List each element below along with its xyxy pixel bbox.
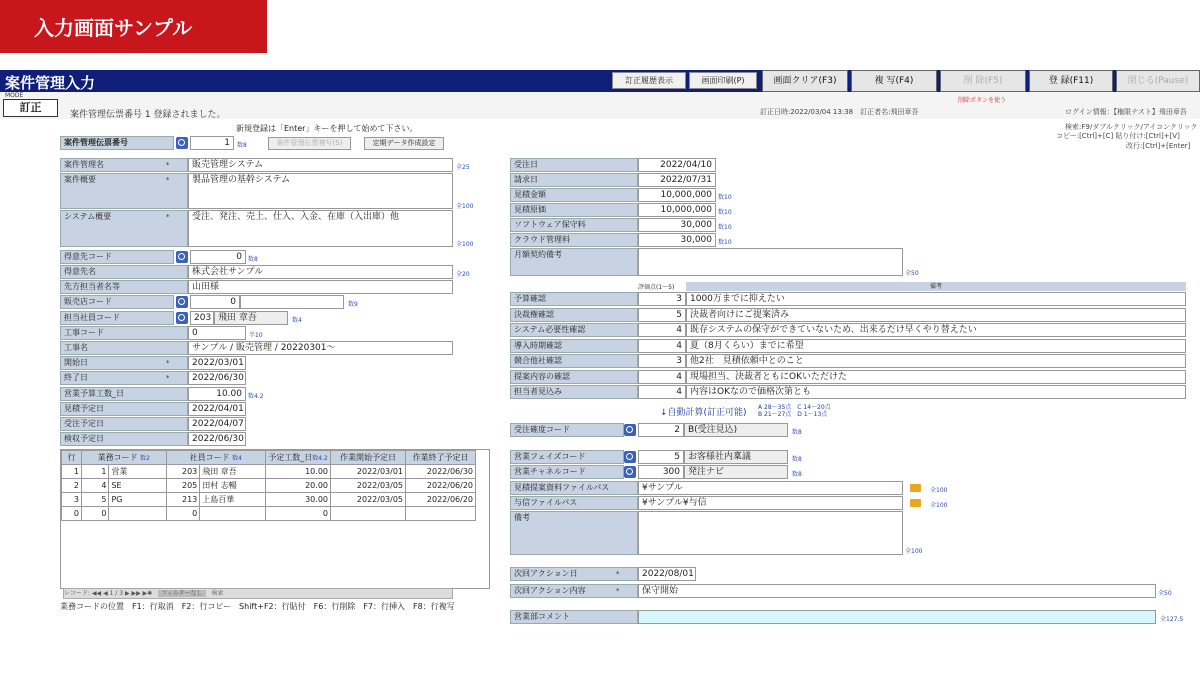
folder-icon[interactable]: [910, 484, 921, 492]
cloud-label: クラウド管理料: [510, 233, 638, 247]
grid-cell-gyomu[interactable]: PG: [109, 493, 166, 507]
grid-cell-start[interactable]: 2022/03/01: [331, 465, 406, 479]
mitsu-file-input[interactable]: ¥サンプル: [638, 481, 903, 495]
shain-count: 数4: [292, 317, 302, 324]
juchu-yotei-input[interactable]: 2022/04/07: [188, 417, 246, 431]
next-date-input[interactable]: 2022/08/01: [638, 567, 696, 581]
status-message: 案件管理伝票番号 1 登録されました。: [70, 110, 226, 120]
getsugaku-label: 月額契約備考: [510, 248, 638, 276]
search-icon[interactable]: [624, 466, 636, 478]
mitsu-file-label: 見積提案資料ファイルパス: [510, 481, 638, 495]
system-input[interactable]: 受注、発注、売上、仕入、入金、在庫（入出庫）他: [188, 210, 453, 247]
eval-note-input[interactable]: 夏（8月くらい）までに希望: [686, 339, 1186, 353]
mitsu-kin-count: 数10: [718, 194, 732, 201]
eval-label: 競合他社確認: [510, 354, 638, 368]
sample-banner: 入力画面サンプル: [0, 0, 267, 53]
eval-label: 決裁権確認: [510, 308, 638, 322]
yoshin-input[interactable]: ¥サンプル¥与信: [638, 496, 903, 510]
work-grid: [60, 449, 490, 589]
soft-input[interactable]: 30,000: [638, 218, 716, 232]
search-icon[interactable]: [176, 251, 188, 263]
kakudo-label: 受注確度コード: [510, 423, 624, 437]
koji-name-input[interactable]: サンプル / 販売管理 / 20220301〜: [188, 341, 453, 355]
grid-cell-kosu[interactable]: 30.00: [266, 493, 331, 507]
grid-cell-name[interactable]: 上島百華: [200, 493, 266, 507]
gaiyo-count: 全100: [456, 203, 474, 210]
delete-hint: 削除ボタンを使う: [958, 97, 1007, 104]
grid-header-start: 作業開始予定日: [331, 451, 406, 465]
comment-input[interactable]: [638, 610, 1156, 624]
juchu-label: 受注日: [510, 158, 638, 172]
mitsu-kin-input[interactable]: 10,000,000: [638, 188, 716, 202]
grid-cell-shain[interactable]: 203: [166, 465, 200, 479]
table-row[interactable]: [62, 507, 476, 521]
search-icon[interactable]: [176, 137, 188, 149]
grid-cell-row[interactable]: 3: [62, 493, 82, 507]
mitsu-gen-input[interactable]: 10,000,000: [638, 203, 716, 217]
grid-cell-shain[interactable]: 205: [166, 479, 200, 493]
hanbai-name: [240, 295, 344, 309]
grid-header-end: 作業終了予定日: [406, 451, 476, 465]
gaiyo-label: 案件概要 *: [60, 173, 188, 209]
grid-cell-code[interactable]: 4: [82, 479, 109, 493]
biko-count: 全100: [905, 548, 923, 555]
soft-label: ソフトウェア保守料: [510, 218, 638, 232]
help-newline: 改行:[Ctrl]+[Enter]: [1126, 142, 1191, 150]
eval-score-input[interactable]: 5: [638, 308, 686, 322]
clear-button[interactable]: 画面クリア(F3): [762, 70, 848, 92]
mode-label: MODE: [5, 92, 24, 99]
yoshin-count: 全100: [930, 502, 948, 509]
grid-header-row: 行: [62, 451, 82, 465]
next-content-input[interactable]: 保守開始: [638, 584, 1156, 598]
grid-cell-shain[interactable]: 0: [166, 507, 200, 521]
eval-row: [510, 354, 1186, 370]
yosan-input[interactable]: 10.00: [188, 387, 246, 401]
yoshin-label: 与信ファイルパス: [510, 496, 638, 510]
eval-score-input[interactable]: 3: [638, 354, 686, 368]
tokui-code-label: 得意先コード: [60, 250, 174, 264]
tokui-name-label: 得意先名: [60, 265, 188, 279]
koji-code-count: 半10: [249, 332, 263, 339]
table-row[interactable]: [62, 465, 476, 479]
kakudo-count: 数8: [792, 429, 802, 436]
mitsumori-yotei-input[interactable]: 2022/04/01: [188, 402, 246, 416]
phase-code-input[interactable]: 5: [638, 450, 684, 464]
mitsu-gen-count: 数10: [718, 209, 732, 216]
kaishi-input[interactable]: 2022/03/01: [188, 356, 246, 370]
eval-score-input[interactable]: 4: [638, 385, 686, 399]
seikyu-label: 請求日: [510, 173, 638, 187]
folder-icon[interactable]: [910, 499, 921, 507]
print-button[interactable]: 画面印刷(P): [689, 72, 757, 89]
grid-cell-end[interactable]: 2022/06/20: [406, 493, 476, 507]
mitsu-kin-label: 見積金額: [510, 188, 638, 202]
grid-header-kosu: 予定工数_日数4.2: [266, 451, 331, 465]
table-row[interactable]: [62, 479, 476, 493]
juchu-yotei-label: 受注予定日: [60, 417, 188, 431]
comment-label: 営業部コメント: [510, 610, 638, 624]
eval-row: [510, 323, 1186, 339]
comment-count: 全127.5: [1160, 616, 1184, 623]
table-row[interactable]: [62, 493, 476, 507]
eval-score-input[interactable]: 3: [638, 292, 686, 306]
next-content-label: 次回アクション内容 *: [510, 584, 638, 598]
grid-cell-code[interactable]: 5: [82, 493, 109, 507]
grid-cell-name[interactable]: 田村 志暢: [200, 479, 266, 493]
grid-cell-kosu[interactable]: 10.00: [266, 465, 331, 479]
eval-label: 提案内容の確認: [510, 370, 638, 384]
mitsu-gen-label: 見積原価: [510, 203, 638, 217]
grid-cell-end[interactable]: 2022/06/20: [406, 479, 476, 493]
next-content-count: 全50: [1158, 590, 1172, 597]
channel-count: 数8: [792, 471, 802, 478]
grid-cell-end[interactable]: [406, 507, 476, 521]
auto-calc-label: ↓自動計算(訂正可能): [660, 408, 747, 418]
system-count: 全100: [456, 241, 474, 248]
koji-code-input[interactable]: 0: [188, 326, 246, 340]
grid-cell-start[interactable]: 2022/03/05: [331, 493, 406, 507]
kakudo-code-input[interactable]: 2: [638, 423, 684, 437]
eval-list: [510, 292, 1186, 401]
grade-legend-1: A 28〜35点 C 14〜20点: [758, 404, 831, 411]
search-icon[interactable]: [176, 296, 188, 308]
yosan-label: 営業予算工数_日: [60, 387, 188, 401]
help-copy: コピー:[Ctrl]+[C] 貼り付け:[Ctrl]+[V]: [1056, 132, 1180, 140]
cloud-count: 数10: [718, 239, 732, 246]
hanbai-input[interactable]: 0: [190, 295, 240, 309]
grid-cell-name[interactable]: [200, 507, 266, 521]
phase-name: お客様社内稟議: [684, 450, 788, 464]
channel-label: 営業チャネルコード: [510, 465, 624, 479]
grid-cell-code[interactable]: 1: [82, 465, 109, 479]
eval-row: [510, 292, 1186, 308]
grid-cell-end[interactable]: 2022/06/30: [406, 465, 476, 479]
juchu-input[interactable]: 2022/04/10: [638, 158, 716, 172]
grid-cell-code[interactable]: 0: [82, 507, 109, 521]
grid-cell-kosu[interactable]: 20.00: [266, 479, 331, 493]
copy-denpyo-button[interactable]: 案件管理伝票複写(S): [268, 137, 351, 150]
register-button[interactable]: 登 録(F11): [1029, 70, 1113, 92]
eval-row: [510, 370, 1186, 386]
grid-header-gyomu: 業務コード 数2: [82, 451, 167, 465]
grid-help: 業務コードの位置 F1：行取消 F2：行コピー Shift+F2：行貼付 F6：行削除 F7：行挿入 F8：行複写: [60, 602, 455, 611]
grid-cell-row[interactable]: 0: [62, 507, 82, 521]
next-date-label: 次回アクション日 *: [510, 567, 638, 581]
kakudo-name: B(受注見込): [684, 423, 788, 437]
grid-cell-row[interactable]: 1: [62, 465, 82, 479]
phase-label: 営業フェイズコード: [510, 450, 624, 464]
soft-count: 数10: [718, 224, 732, 231]
app-title: 案件管理入力: [5, 74, 96, 92]
kaishi-label: 開始日 *: [60, 356, 188, 370]
mode-indicator: 訂正: [3, 99, 58, 117]
name-input[interactable]: 販売管理システム: [188, 158, 453, 172]
name-label: 案件管理名 *: [60, 158, 188, 172]
denpyo-input[interactable]: 1: [190, 136, 234, 150]
eval-score-input[interactable]: 4: [638, 323, 686, 337]
hanbai-count: 数9: [348, 301, 358, 308]
eval-label: 予算確認: [510, 292, 638, 306]
eval-note-input[interactable]: 決裁者向けにご提案済み: [686, 308, 1186, 322]
cloud-input[interactable]: 30,000: [638, 233, 716, 247]
eval-row: [510, 339, 1186, 355]
copy-button[interactable]: 複 写(F4): [851, 70, 937, 92]
shain-label: 担当社員コード: [60, 311, 174, 325]
channel-code-input[interactable]: 300: [638, 465, 684, 479]
eval-label: 担当者見込み: [510, 385, 638, 399]
mitsu-file-count: 全100: [930, 487, 948, 494]
system-label: システム概要 *: [60, 210, 188, 247]
grade-legend-2: B 21〜27点 D 1〜13点: [758, 411, 828, 418]
getsugaku-input[interactable]: [638, 248, 903, 276]
shuryo-input[interactable]: 2022/06/30: [188, 371, 246, 385]
tokui-code-input[interactable]: 0: [190, 250, 246, 264]
yosan-count: 数4.2: [248, 393, 264, 400]
shain-code-input[interactable]: 203: [190, 311, 214, 325]
name-count: 全25: [456, 164, 470, 171]
phase-count: 数8: [792, 456, 802, 463]
channel-name: 発注ナビ: [684, 465, 788, 479]
teiki-button[interactable]: 定期データ作成設定: [364, 137, 444, 150]
update-info: 訂正日時:2022/03/04 13:38 訂正者名:飛田章吾: [760, 108, 919, 116]
delete-button[interactable]: 削 除(F5): [940, 70, 1026, 92]
grid-cell-shain[interactable]: 213: [166, 493, 200, 507]
tanto-label: 先方担当者名等: [60, 280, 188, 294]
seikyu-input[interactable]: 2022/07/31: [638, 173, 716, 187]
help-search: 検索:F9/ダブルクリック/アイコンクリック: [1065, 123, 1198, 131]
kenshu-yotei-input[interactable]: 2022/06/30: [188, 432, 246, 446]
search-icon[interactable]: [176, 312, 188, 324]
eval-note-input[interactable]: 現場担当、決裁者ともにOKいただけた: [686, 370, 1186, 384]
hanbai-label: 販売店コード: [60, 295, 174, 309]
tokui-name-count: 全20: [456, 271, 470, 278]
eval-row: [510, 385, 1186, 401]
grid-cell-gyomu[interactable]: 営業: [109, 465, 166, 479]
kenshu-yotei-label: 検収予定日: [60, 432, 188, 446]
grid-cell-gyomu[interactable]: SE: [109, 479, 166, 493]
mitsumori-yotei-label: 見積予定日: [60, 402, 188, 416]
grid-cell-row[interactable]: 2: [62, 479, 82, 493]
history-button[interactable]: 訂正履歴表示: [612, 72, 686, 89]
biko-input[interactable]: [638, 511, 903, 555]
grid-cell-gyomu[interactable]: [109, 507, 166, 521]
gaiyo-input[interactable]: 製品管理の基幹システム: [188, 173, 453, 209]
tanto-input[interactable]: 山田様: [188, 280, 453, 294]
koji-code-label: 工事コード: [60, 326, 188, 340]
biko-label: 備考: [510, 511, 638, 555]
eval-header: 評価点(1〜5): [638, 284, 675, 291]
tokui-code-count: 数8: [248, 256, 258, 263]
koji-name-label: 工事名: [60, 341, 188, 355]
record-navigator[interactable]: レコード: ◀◀ ◀ 1 / 3 ▶ ▶▶ ▶✱ フィルターなし 検索: [63, 588, 453, 599]
getsugaku-count: 全50: [905, 270, 919, 277]
grid-cell-start[interactable]: 2022/03/05: [331, 479, 406, 493]
eval-label: 導入時期確認: [510, 339, 638, 353]
search-icon[interactable]: [624, 451, 636, 463]
new-entry-hint: 新規登録は「Enter」キーを押して始めて下さい。: [236, 124, 418, 133]
eval-note-input[interactable]: 既存システムの保守ができていないため、出来るだけ早くやり替えたい: [686, 323, 1186, 337]
eval-note-input[interactable]: 内容はOKなので価格次第とも: [686, 385, 1186, 399]
eval-row: [510, 308, 1186, 324]
eval-label: システム必要性確認: [510, 323, 638, 337]
shuryo-label: 終了日 *: [60, 371, 188, 385]
eval-note-input[interactable]: 他2社 見積依頼中とのこと: [686, 354, 1186, 368]
grid-cell-name[interactable]: 飛田 章吾: [200, 465, 266, 479]
login-info: ログイン情報：【権限テスト】飛田章吾: [1065, 108, 1187, 116]
denpyo-label: 案件管理伝票番号: [60, 136, 174, 150]
shain-name: 飛田 章吾: [214, 311, 288, 325]
eval-score-input[interactable]: 4: [638, 370, 686, 384]
tokui-name-input[interactable]: 株式会社サンプル: [188, 265, 453, 279]
eval-score-input[interactable]: 4: [638, 339, 686, 353]
biko-header: 備考: [686, 282, 1186, 291]
eval-note-input[interactable]: 1000万までに抑えたい: [686, 292, 1186, 306]
search-icon[interactable]: [624, 424, 636, 436]
grid-header-shain: 社員コード 数4: [166, 451, 265, 465]
grid-cell-start[interactable]: [331, 507, 406, 521]
grid-cell-kosu[interactable]: 0: [266, 507, 331, 521]
close-button[interactable]: 閉じる(Pause): [1116, 70, 1200, 92]
denpyo-count: 数8: [237, 142, 247, 149]
